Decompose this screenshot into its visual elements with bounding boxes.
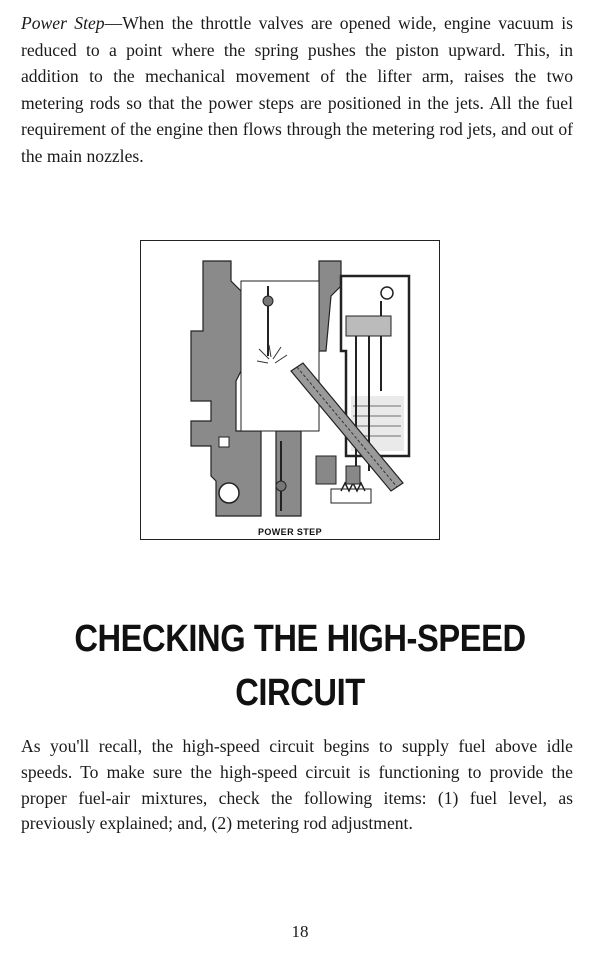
section-heading-line2: CIRCUIT	[235, 672, 365, 714]
figure-caption: POWER STEP	[257, 527, 322, 537]
carburetor-figure	[140, 240, 440, 540]
carburetor-cross-section-illustration	[141, 241, 441, 541]
page-number: 18	[291, 922, 309, 941]
power-step-runin-heading: Power Step	[21, 13, 105, 33]
high-speed-circuit-paragraph: As you'll recall, the high-speed circuit begins to supply fuel above idle speeds. To make sure the high-speed circuit is functioning to provide the proper fuel-air mixtures, check the following items: (1) fuel level, as previously explained; and, (2) metering rod adjustment.	[21, 736, 573, 834]
section-heading-line1: CHECKING THE HIGH-SPEED	[74, 618, 526, 660]
power-step-body-text: —When the throttle valves are opened wide, engine vacuum is reduced to a point where the spring pushes the piston upward. This, in addition to the mechanical movement of the lifter arm, raises the two metering rods so that the power steps are positioned in the jets. All the fuel requirement of the engine then flows through the metering rod jets, and out of the main nozzles.	[21, 13, 574, 166]
section-heading	[42, 612, 558, 720]
power-step-paragraph	[21, 10, 573, 170]
